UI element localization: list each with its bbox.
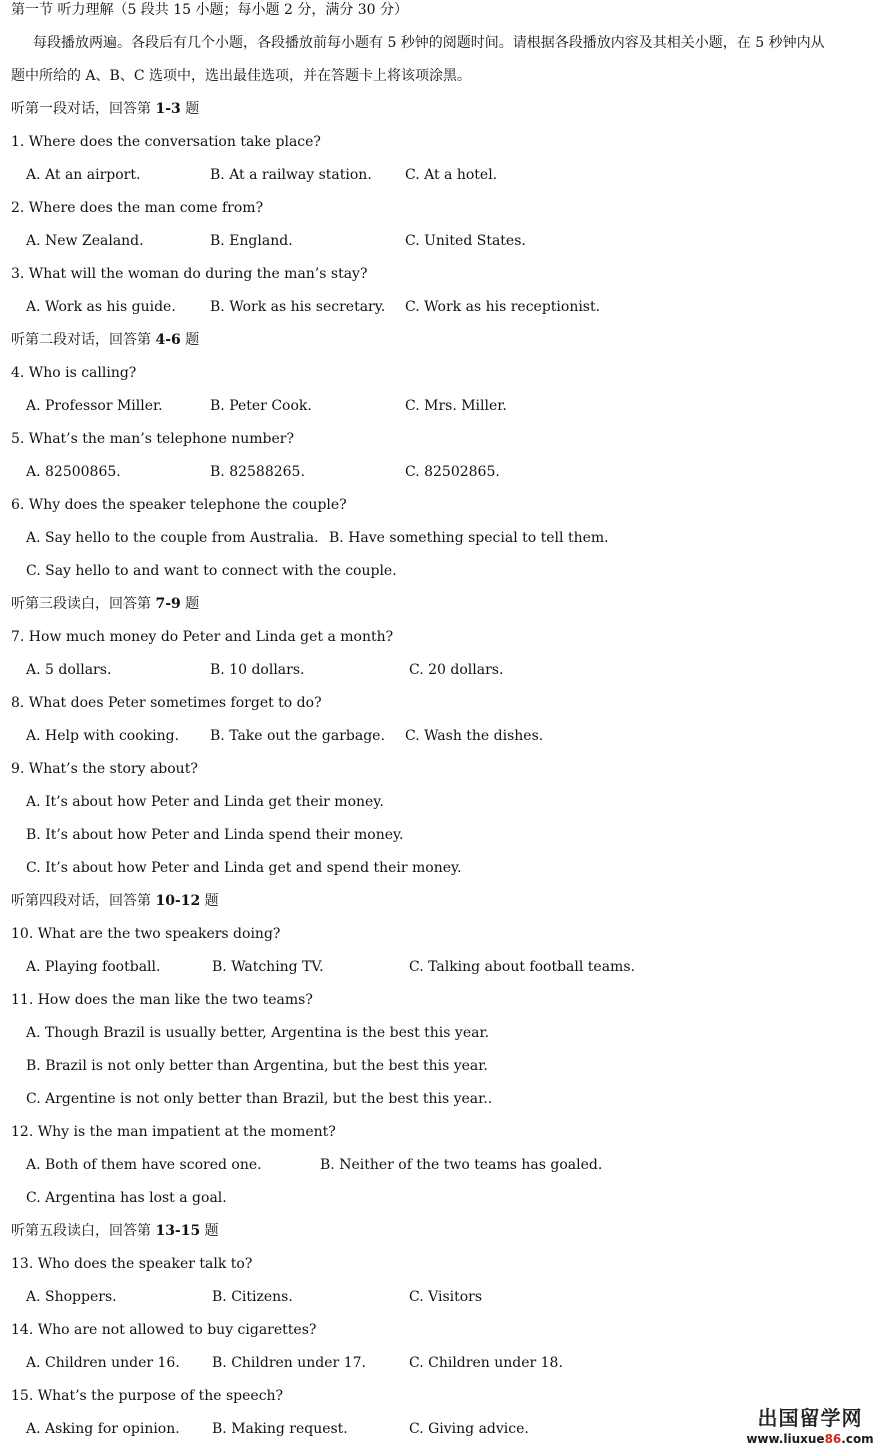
option-b: B. Citizens. <box>212 1289 293 1305</box>
option-a: A. Children under 16. <box>26 1355 180 1371</box>
section-heading-prefix: 听第二段对话，回答第 <box>11 332 156 348</box>
section-heading-prefix: 听第五段读白，回答第 <box>11 1223 156 1239</box>
option-c: C. Work as his receptionist. <box>405 299 601 315</box>
option-c: C. Mrs. Miller. <box>405 398 507 414</box>
option-c: C. 20 dollars. <box>409 662 504 678</box>
section-header: 第一节 听力理解（5 段共 15 小题；每小题 2 分，满分 30 分） <box>11 2 409 18</box>
option-a: A. Say hello to the couple from Australia. <box>26 530 319 546</box>
option-c: C. Wash the dishes. <box>405 728 544 744</box>
question-stem: 9. What’s the story about? <box>11 761 198 777</box>
option-c: C. United States. <box>405 233 526 249</box>
section-heading <box>11 891 219 911</box>
option-b: B. Work as his secretary. <box>210 299 386 315</box>
section-heading <box>11 594 199 614</box>
option-b: B. Take out the garbage. <box>210 728 385 744</box>
option-c: C. It’s about how Peter and Linda get and spend their money. <box>26 860 462 876</box>
option-b: B. It’s about how Peter and Linda spend their money. <box>26 827 404 843</box>
section-heading-prefix: 听第四段对话，回答第 <box>11 893 156 909</box>
option-a: A. At an airport. <box>26 167 141 183</box>
site-watermark <box>745 1405 875 1451</box>
section-heading-suffix: 题 <box>180 596 200 612</box>
question-stem: 10. What are the two speakers doing? <box>11 926 281 942</box>
option-a: A. 82500865. <box>26 464 121 480</box>
option-b: B. Have something special to tell them. <box>329 530 609 546</box>
question-stem: 5. What’s the man’s telephone number? <box>11 431 294 447</box>
option-c: C. Argentine is not only better than Brazil, but the best this year.. <box>26 1091 493 1107</box>
option-a: A. Asking for opinion. <box>26 1421 180 1437</box>
question-stem: 6. Why does the speaker telephone the couple? <box>11 497 347 513</box>
watermark-url <box>745 1431 875 1447</box>
question-stem: 14. Who are not allowed to buy cigarettes? <box>11 1322 317 1338</box>
instructions-line-2: 题中所给的 A、B、C 选项中，选出最佳选项，并在答题卡上将该项涂黑。 <box>11 68 472 84</box>
instructions-line-1: 每段播放两遍。各段后有几个小题，各段播放前每小题有 5 秒钟的阅题时间。请根据各段播放内容及其相关小题，在 5 秒钟内从 <box>33 35 825 51</box>
section-range: 1-3 <box>155 101 181 117</box>
section-heading-prefix: 听第一段对话，回答第 <box>11 101 156 117</box>
question-stem: 4. Who is calling? <box>11 365 137 381</box>
option-c: C. Talking about football teams. <box>409 959 635 975</box>
section-range: 13-15 <box>155 1223 201 1239</box>
option-b: B. 82588265. <box>210 464 305 480</box>
option-c: C. Say hello to and want to connect with the couple. <box>26 563 397 579</box>
option-a: A. Though Brazil is usually better, Argentina is the best this year. <box>26 1025 490 1041</box>
option-a: A. Both of them have scored one. <box>26 1157 262 1173</box>
option-b: B. Brazil is not only better than Argentina, but the best this year. <box>26 1058 488 1074</box>
option-a: A. Work as his guide. <box>26 299 176 315</box>
option-a: A. 5 dollars. <box>26 662 112 678</box>
question-stem: 13. Who does the speaker talk to? <box>11 1256 253 1272</box>
watermark-title: 出国留学网 <box>757 1406 863 1430</box>
section-heading-suffix: 题 <box>180 101 200 117</box>
option-c: C. 82502865. <box>405 464 500 480</box>
section-heading-suffix: 题 <box>180 332 200 348</box>
option-c: C. Visitors <box>409 1289 483 1305</box>
option-b: B. 10 dollars. <box>210 662 305 678</box>
question-stem: 11. How does the man like the two teams? <box>11 992 313 1008</box>
question-stem: 15. What’s the purpose of the speech? <box>11 1388 284 1404</box>
option-b: B. Children under 17. <box>212 1355 366 1371</box>
option-b: B. Watching TV. <box>212 959 324 975</box>
option-a: A. Playing football. <box>26 959 161 975</box>
question-stem: 8. What does Peter sometimes forget to do? <box>11 695 322 711</box>
option-a: A. It’s about how Peter and Linda get their money. <box>26 794 384 810</box>
watermark-url-prefix: www.liuxue <box>746 1432 825 1446</box>
watermark-url-suffix: .com <box>841 1432 874 1446</box>
section-range: 10-12 <box>155 893 201 909</box>
option-c: C. Children under 18. <box>409 1355 563 1371</box>
option-a: A. Shoppers. <box>26 1289 117 1305</box>
option-a: A. Professor Miller. <box>26 398 163 414</box>
option-b: B. England. <box>210 233 293 249</box>
section-heading <box>11 99 199 119</box>
question-stem: 1. Where does the conversation take place? <box>11 134 321 150</box>
option-b: B. Neither of the two teams has goaled. <box>320 1157 603 1173</box>
option-b: B. Making request. <box>212 1421 348 1437</box>
question-stem: 3. What will the woman do during the man’s stay? <box>11 266 368 282</box>
option-a: A. New Zealand. <box>26 233 144 249</box>
section-heading <box>11 1221 219 1241</box>
option-a: A. Help with cooking. <box>26 728 180 744</box>
section-heading-prefix: 听第三段读白，回答第 <box>11 596 156 612</box>
option-c: C. Argentina has lost a goal. <box>26 1190 227 1206</box>
question-stem: 7. How much money do Peter and Linda get a month? <box>11 629 394 645</box>
option-c: C. Giving advice. <box>409 1421 529 1437</box>
option-c: C. At a hotel. <box>405 167 498 183</box>
question-stem: 12. Why is the man impatient at the moment? <box>11 1124 336 1140</box>
watermark-url-highlight: 86 <box>824 1432 842 1446</box>
section-heading <box>11 330 199 350</box>
section-heading-suffix: 题 <box>200 893 219 909</box>
section-range: 4-6 <box>155 332 181 348</box>
section-heading-suffix: 题 <box>200 1223 219 1239</box>
section-range: 7-9 <box>155 596 181 612</box>
question-stem: 2. Where does the man come from? <box>11 200 264 216</box>
option-b: B. At a railway station. <box>210 167 372 183</box>
option-b: B. Peter Cook. <box>210 398 312 414</box>
